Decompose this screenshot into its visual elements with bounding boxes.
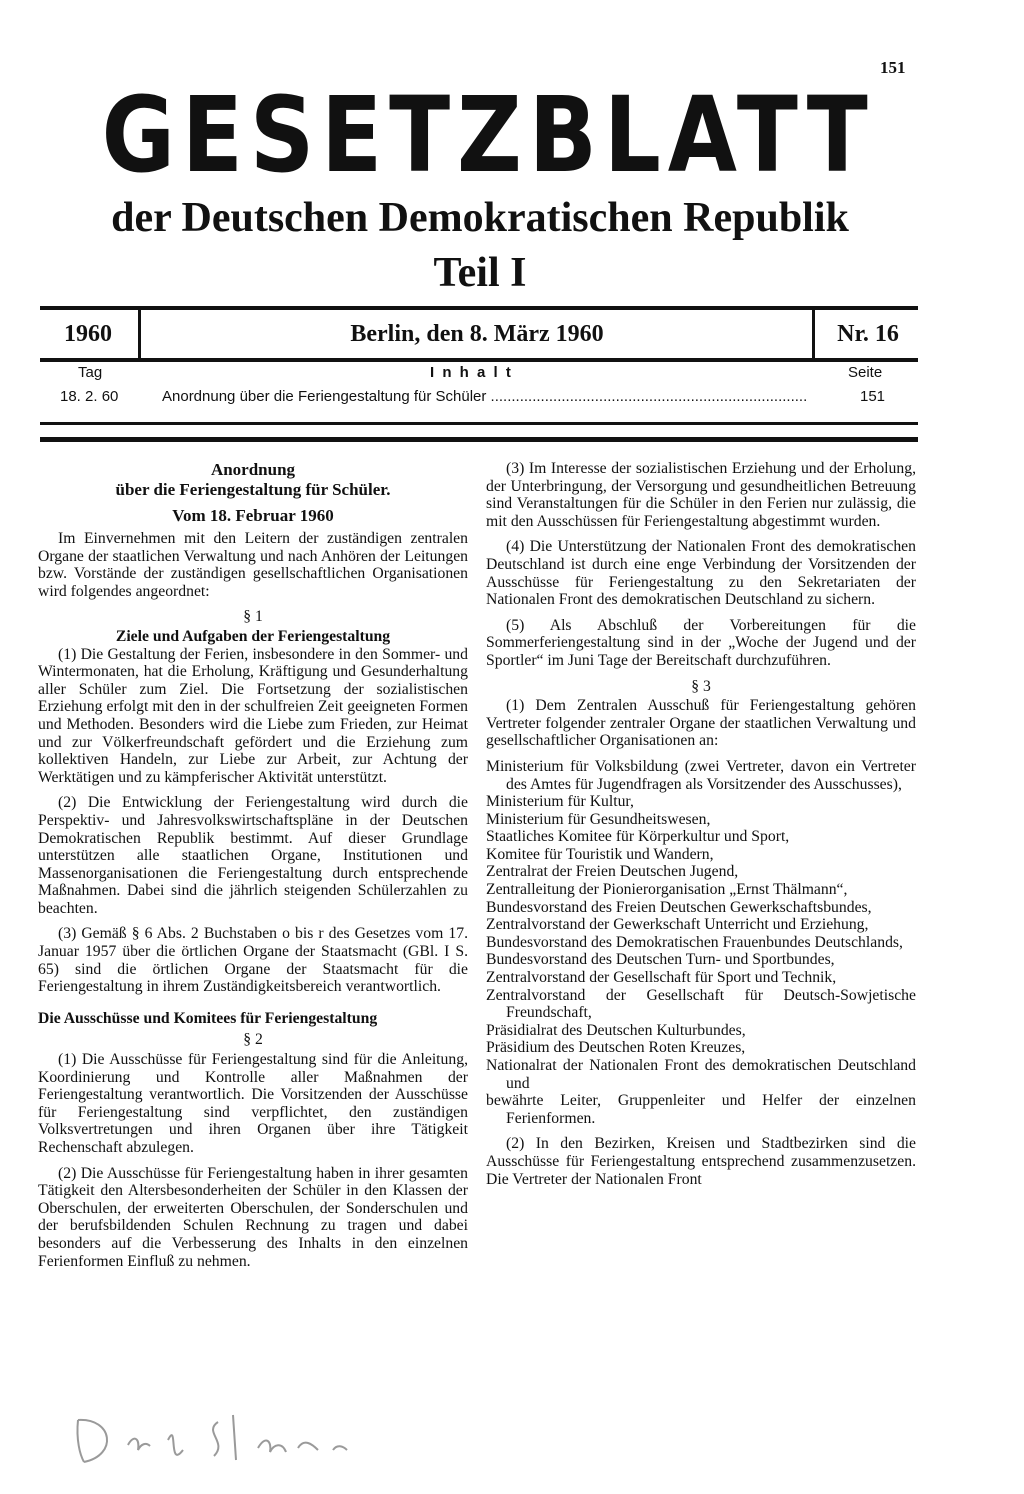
decree-heading: Anordnung [210,460,296,479]
decree-subheading: über die Feriengestaltung für Schüler. [115,480,391,499]
list-item: Zentralleitung der Pionierorganisation „Ernst Thälmann“, [486,881,848,899]
issue-year: 1960 [64,321,112,347]
list-item: Bundesvorstand des Freien Deutschen Gewerkschaftsbundes, [486,898,872,916]
section-2-title: Die Ausschüsse und Komitees für Feriengestaltung [38,1009,378,1027]
list-item: Komitee für Touristik und Wandern, [486,845,714,863]
section-3-para-1: (1) Dem Zentralen Ausschuß für Feriengestaltung gehören Vertreter folgender zentraler Organe der staatlichen Verwaltung und gesellschaftlicher Organisationen an: [486,697,916,750]
right-column [486,460,916,1196]
section-3-symbol: § 3 [691,677,711,695]
toc-entry-title-text: Anordnung über die Feriengestaltung für Schüler [162,388,487,405]
list-item: Präsidium des Deutschen Roten Kreuzes, [486,1039,746,1057]
toc-entry-page: 151 [860,388,886,405]
masthead-subtitle: der Deutschen Demokratischen Republik [111,195,849,241]
toc-entry-day: 18. 2. 60 [60,388,119,405]
section-1-para-2: (2) Die Entwicklung der Feriengestaltung wird durch die Perspektiv- und Jahresvolkswirtschaftspläne in der Deutschen Demokratischen Republik bestimmt. Auf dieser Grundlage unterstützen alle staatlichen Organe, Institutionen und Massenorganisationen die Feriengestaltung durch entsprechende Maßnahmen. Dabei sind die jährlich steigenden Schülerzahlen zu beachten. [38,794,468,917]
list-item: Ministerium für Gesundheitswesen, [486,810,711,828]
list-item: bewährte Leiter, Gruppenleiter und Helfer der einzelnen Ferienformen. [486,1092,916,1127]
section-2-para-4: (4) Die Unterstützung der Nationalen Front des demokratischen Deutschland ist durch eine enge Verbindung der Vorsitzenden der Ausschüsse für Feriengestaltung zu den Sekretariaten der Nationalen Front des demokratischen Deutschland zu sichern. [486,538,916,609]
toc-row [40,388,918,414]
masthead-part: Teil I [433,250,527,296]
list-item: Ministerium für Kultur, [486,793,634,811]
section-1-symbol: § 1 [243,608,263,626]
issue-bar [40,306,918,362]
handwritten-pencil-note [58,1400,388,1470]
list-item: Zentralvorstand der Gesellschaft für Deutsch-Sowjetische Freundschaft, [486,986,916,1022]
issue-divider [138,310,141,358]
section-2-symbol: § 2 [243,1031,263,1049]
decree-date: Vom 18. Februar 1960 [172,506,334,525]
masthead [40,74,920,298]
intro-paragraph: Im Einvernehmen mit den Leitern der zuständigen zentralen Organe der staatlichen Verwaltung und nach Anhören der Leitungen bzw. Vorstände der zuständigen gesellschaftlichen Organisationen wird folgendes angeordnet: [38,530,468,600]
list-item: Staatliches Komitee für Körperkultur und Sport, [486,828,790,846]
list-item: Zentralvorstand der Gewerkschaft Unterricht und Erziehung, [486,916,869,934]
toc-col-content: I n h a l t [430,364,513,381]
list-item: Nationalrat der Nationalen Front des demokratischen Deutschland und [486,1057,916,1092]
toc-col-day: Tag [78,364,103,381]
issue-number: Nr. 16 [837,321,899,347]
toc-double-rule [40,422,918,442]
section-2-para-5: (5) Als Abschluß der Vorbereitungen für die Sommerferiengestaltung sind in der „Woche der Jugend und der Sportler“ im Juni Tage der Bereitschaft durchzuführen. [486,616,916,669]
section-1-para-1: (1) Die Gestaltung der Ferien, insbesondere in den Sommer- und Wintermonaten, hat die Erholung, Kräftigung und Gesunderhaltung aller Schüler zum Ziel. Die Fortsetzung der sozialistischen Erziehung erfolgt mit den in der schulfreien Zeit geeigneten Formen und Methoden. Besonders wird die Liebe zum Frieden, zur Heimat und zur Völkerfreundschaft gefördert und die Erziehung zum kollektiven Handeln, zur Liebe zur Arbeit, zur Achtung der Werktätigen und zu kämpferischer Aktivität unterstützt. [38,645,468,786]
issue-place-date: Berlin, den 8. März 1960 [350,321,604,347]
toc-col-page: Seite [848,364,883,381]
list-item: Bundesvorstand des Demokratischen Frauenbundes Deutschlands, [486,933,903,951]
left-column [38,460,468,1278]
section-2-para-2: (2) Die Ausschüsse für Feriengestaltung haben in ihrer gesamten Tätigkeit den Altersbesonderheiten der Schüler in den Klassen der Oberschulen, der erweiterten Oberschulen, der Sonderschulen und der berufsbildenden Schulen Rechnung zu tragen und dabei besonders auf die Verbesserung des Inhalts in den einzelnen Ferienformen Einfluß zu nehmen. [38,1164,468,1270]
member-list [486,758,916,1127]
toc-header [40,364,918,388]
list-item: Zentralvorstand der Gesellschaft für Sport und Technik, [486,969,837,987]
section-2-para-3: (3) Im Interesse der sozialistischen Erziehung und der Erholung, der Unterbringung, der Versorgung und gesundheitlichen Betreuung sind Veranstaltungen für die Schüler in den Ferien nur zulässig, die mit den Ausschüssen für Feriengestaltung abgestimmt wurden. [486,460,916,530]
section-1-title: Ziele und Aufgaben der Feriengestaltung [115,627,391,645]
list-item: Präsidialrat des Deutschen Kulturbundes, [486,1021,746,1039]
masthead-title: GESETZBLATT [101,74,875,196]
section-3-para-2: (2) In den Bezirken, Kreisen und Stadtbezirken sind die Ausschüsse für Feriengestaltung entsprechend zusammenzusetzen. Die Vertreter der Nationalen Front [486,1135,916,1188]
list-item: Bundesvorstand des Deutschen Turn- und Sportbundes, [486,951,835,969]
issue-divider [812,310,815,358]
page-number: 151 [880,58,906,77]
table-of-contents [40,364,918,414]
list-item: Zentralrat der Freien Deutschen Jugend, [486,863,739,881]
toc-entry-title: Anordnung über die Feriengestaltung für Schüler ............................................................................ [162,388,808,405]
section-1-para-3: (3) Gemäß § 6 Abs. 2 Buchstaben o bis r des Gesetzes vom 17. Januar 1957 über die örtlichen Organe der Staatsmacht (GBl. I S. 65) sind die örtlichen Organe der Staatsmacht für die Feriengestaltung in ihrem Zuständigkeitsbereich verantwortlich. [38,925,468,996]
section-2-para-1: (1) Die Ausschüsse für Feriengestaltung sind für die Anleitung, Koordinierung und Kontrolle aller Maßnahmen der Feriengestaltung verantwortlich. Die Vorsitzenden der Ausschüsse für Feriengestaltung sind verpflichtet, den zuständigen Volksvertretungen und ihren Organen über ihre Tätigkeit Rechenschaft abzulegen. [38,1051,468,1156]
list-item: Ministerium für Volksbildung (zwei Vertreter, davon ein Vertreter des Amtes für Jugendfragen als Vorsitzender des Ausschusses), [486,757,916,793]
